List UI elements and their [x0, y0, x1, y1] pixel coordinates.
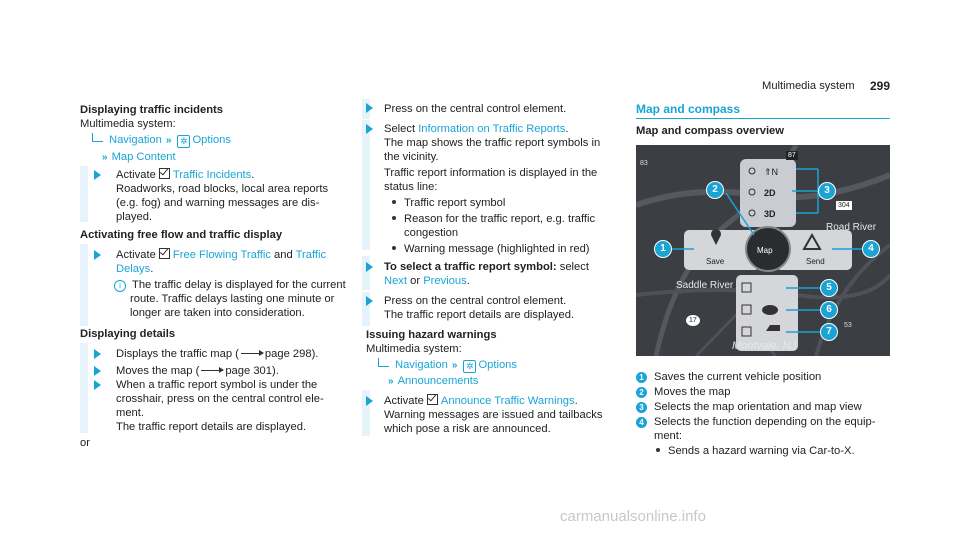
menu-path — [378, 358, 517, 373]
bullet-icon — [392, 246, 396, 250]
heading-overview: Map and compass overview — [636, 125, 784, 137]
text-line: which pose a risk are announced. — [384, 423, 551, 435]
step-arrow-icon — [94, 250, 101, 260]
text-select: select — [559, 261, 589, 273]
heading-hazard-warnings: Issuing hazard warnings — [366, 329, 497, 341]
text-line: Reason for the traffic report, e.g. traffic — [404, 213, 596, 225]
watermark: carmanualsonline.info — [560, 508, 706, 525]
text-activate: Activate — [384, 395, 424, 407]
callout-2: 2 — [706, 181, 724, 199]
callout-5: 5 — [820, 279, 838, 297]
step-arrow-icon — [366, 296, 373, 306]
chevron-double-icon: » — [165, 135, 172, 146]
step-bar — [80, 166, 88, 222]
map-label-montvale: Montvale, NJ — [732, 340, 797, 352]
page-ref-arrow-icon — [201, 370, 223, 371]
heading-traffic-incidents: Displaying traffic incidents — [80, 104, 223, 116]
text-line: ment. — [116, 407, 144, 419]
menu-path-2 — [98, 150, 176, 165]
step-arrow-icon — [366, 124, 373, 134]
map-btn-north: ⇑N — [764, 167, 779, 177]
link-navigation[interactable]: Navigation — [395, 359, 448, 371]
bullet-item — [392, 196, 505, 210]
text-line: played. — [116, 211, 153, 223]
step-display-map — [116, 347, 318, 361]
text-activate: Activate — [116, 169, 156, 181]
menu-path-2 — [384, 374, 478, 389]
legend-item-1 — [636, 370, 821, 384]
step-arrow-icon — [366, 262, 373, 272]
heading-displaying-details: Displaying details — [80, 328, 176, 340]
legend-item-4 — [636, 415, 875, 429]
step-move-map — [116, 364, 279, 378]
text-line: Displays the traffic map ( — [116, 348, 239, 360]
text-line: longer are taken into consideration. — [130, 307, 305, 319]
section-header: Multimedia system — [762, 80, 855, 92]
text-line: Warning message (highlighted in red) — [404, 243, 590, 255]
link-free-flowing-traffic[interactable]: Free Flowing Traffic — [172, 249, 271, 261]
text-line: the vicinity. — [384, 151, 439, 163]
bullet-icon — [392, 200, 396, 204]
legend-text: Selects the function depending on the equip- — [654, 416, 876, 428]
text-line: route. Traffic delays lasting one minute or — [130, 293, 335, 305]
map-label-save: Save — [706, 257, 725, 266]
step-arrow-icon — [94, 349, 101, 359]
step-arrow-icon — [366, 396, 373, 406]
map-label-map: Map — [757, 246, 773, 255]
page-ref-text[interactable]: page 298). — [264, 348, 319, 360]
step-next-prev: Next or Previous. — [384, 275, 470, 287]
checkbox-icon — [427, 394, 438, 405]
bullet-icon — [392, 216, 396, 220]
step-arrow-icon — [94, 380, 101, 390]
text-activate: Activate — [116, 249, 156, 261]
text-line: Press on the central control element. — [384, 103, 567, 115]
step-bar — [362, 120, 370, 250]
section-rule — [636, 118, 890, 119]
text-line: Warning messages are issued and tailbacks — [384, 409, 603, 421]
callout-4: 4 — [862, 240, 880, 258]
link-options[interactable]: Options — [478, 359, 517, 371]
text-line: (e.g. fog) and warning messages are dis- — [116, 197, 320, 209]
step-announce: Activate Announce Traffic Warnings. — [384, 395, 578, 407]
map-btn-3d: 3D — [764, 209, 776, 219]
link-traffic-incidents[interactable]: Traffic Incidents — [172, 169, 252, 181]
step-bar — [80, 343, 88, 433]
path-hook-icon — [92, 133, 103, 142]
gear-icon: ✲ — [177, 135, 190, 148]
callout-1: 1 — [654, 240, 672, 258]
text-line: When a traffic report symbol is under the — [116, 379, 318, 391]
checkbox-icon — [159, 248, 170, 259]
step-arrow-icon — [366, 103, 373, 113]
map-shield-83: 83 — [640, 160, 648, 167]
step-link-line: Delays. — [116, 263, 154, 275]
map-shield-87: 87 — [788, 152, 796, 159]
section-title: Map and compass — [636, 102, 741, 116]
callout-7: 7 — [820, 323, 838, 341]
text-line: The traffic delay is displayed for the current — [132, 279, 346, 291]
bullet-item — [392, 242, 590, 256]
link-delays[interactable]: Delays — [116, 263, 151, 275]
text-line: Roadworks, road blocks, local area reports — [116, 183, 329, 195]
text-and: and — [274, 249, 293, 261]
system-label: Multimedia system: — [366, 343, 462, 355]
checkbox-icon — [159, 168, 170, 179]
bullet-item — [392, 212, 595, 226]
text-bold: To select a traffic report symbol: — [384, 261, 557, 273]
legend-item-3 — [636, 400, 862, 414]
link-map-content[interactable]: Map Content — [111, 151, 176, 163]
step-bar — [80, 244, 88, 326]
gear-icon: ✲ — [463, 360, 476, 373]
legend-text: Selects the map orientation and map view — [654, 401, 862, 413]
link-previous[interactable]: Previous — [423, 275, 467, 287]
legend-num: 2 — [636, 387, 647, 398]
text-line: crosshair, press on the central control ele- — [116, 393, 324, 405]
map-shield-304: 304 — [838, 202, 850, 209]
text-line: Press on the central control element. — [384, 295, 567, 307]
page-number: 299 — [870, 79, 891, 93]
legend-text: Moves the map — [654, 386, 731, 398]
step-arrow-icon — [94, 170, 101, 180]
map-btn-2d: 2D — [764, 188, 776, 198]
legend-text: Saves the current vehicle position — [654, 371, 822, 383]
text-line: Moves the map ( — [116, 365, 200, 377]
link-navigation[interactable]: Navigation — [109, 134, 162, 146]
link-next[interactable]: Next — [384, 275, 408, 287]
link-traffic[interactable]: Traffic — [295, 249, 327, 261]
heading-free-flow: Activating free flow and traffic display — [80, 229, 283, 241]
path-hook-icon — [378, 358, 389, 367]
map-label-saddle-river: Saddle River — [676, 280, 734, 291]
link-options[interactable]: Options — [192, 134, 231, 146]
legend-text-cont: ment: — [654, 430, 682, 442]
text-line: The traffic report details are displayed. — [384, 309, 575, 321]
text-line: The map shows the traffic report symbols in — [384, 137, 601, 149]
map-shield-17: 17 — [686, 315, 700, 326]
chevron-double-icon: » — [102, 152, 108, 163]
system-label: Multimedia system: — [80, 118, 176, 130]
link-announcements[interactable]: Announcements — [397, 375, 479, 387]
step-select-info: Select Information on Traffic Reports. — [384, 123, 569, 135]
text-or: or — [80, 437, 90, 449]
text-line: congestion — [404, 227, 459, 239]
text-line: Traffic report information is displayed in the — [384, 167, 598, 179]
step-select-symbol — [384, 260, 589, 274]
legend-bullet — [656, 444, 855, 458]
menu-path — [92, 133, 231, 148]
callout-6: 6 — [820, 301, 838, 319]
chevron-double-icon: » — [388, 376, 394, 387]
text-line: Traffic report symbol — [404, 197, 506, 209]
bullet-icon — [656, 448, 660, 452]
step-activate-free-flow — [116, 248, 326, 262]
info-icon: i — [114, 280, 126, 292]
text-line: Sends a hazard warning via Car-to-X. — [668, 445, 855, 457]
info-line — [114, 278, 346, 292]
map-screenshot — [636, 145, 890, 356]
chevron-double-icon: » — [451, 360, 458, 371]
map-label-road-river: Road River — [826, 222, 877, 233]
callout-3: 3 — [818, 182, 836, 200]
map-label-send: Send — [806, 257, 825, 266]
text-select: Select — [384, 123, 416, 135]
step-arrow-icon — [94, 366, 101, 376]
link-announce-traffic-warnings[interactable]: Announce Traffic Warnings — [440, 395, 575, 407]
text-line: status line: — [384, 181, 438, 193]
page-ref-text[interactable]: page 301). — [225, 365, 279, 377]
link-information-traffic-reports[interactable]: Information on Traffic Reports — [418, 123, 566, 135]
legend-num: 4 — [636, 417, 647, 428]
map-shield-53: 53 — [844, 322, 852, 329]
step-activate-incidents: Activate Traffic Incidents. — [116, 169, 255, 181]
legend-item-2 — [636, 385, 730, 399]
page-ref-arrow-icon — [241, 353, 263, 354]
legend-num: 3 — [636, 402, 647, 413]
text-line: The traffic report details are displayed. — [116, 421, 307, 433]
text-or: or — [410, 275, 421, 287]
legend-num: 1 — [636, 372, 647, 383]
